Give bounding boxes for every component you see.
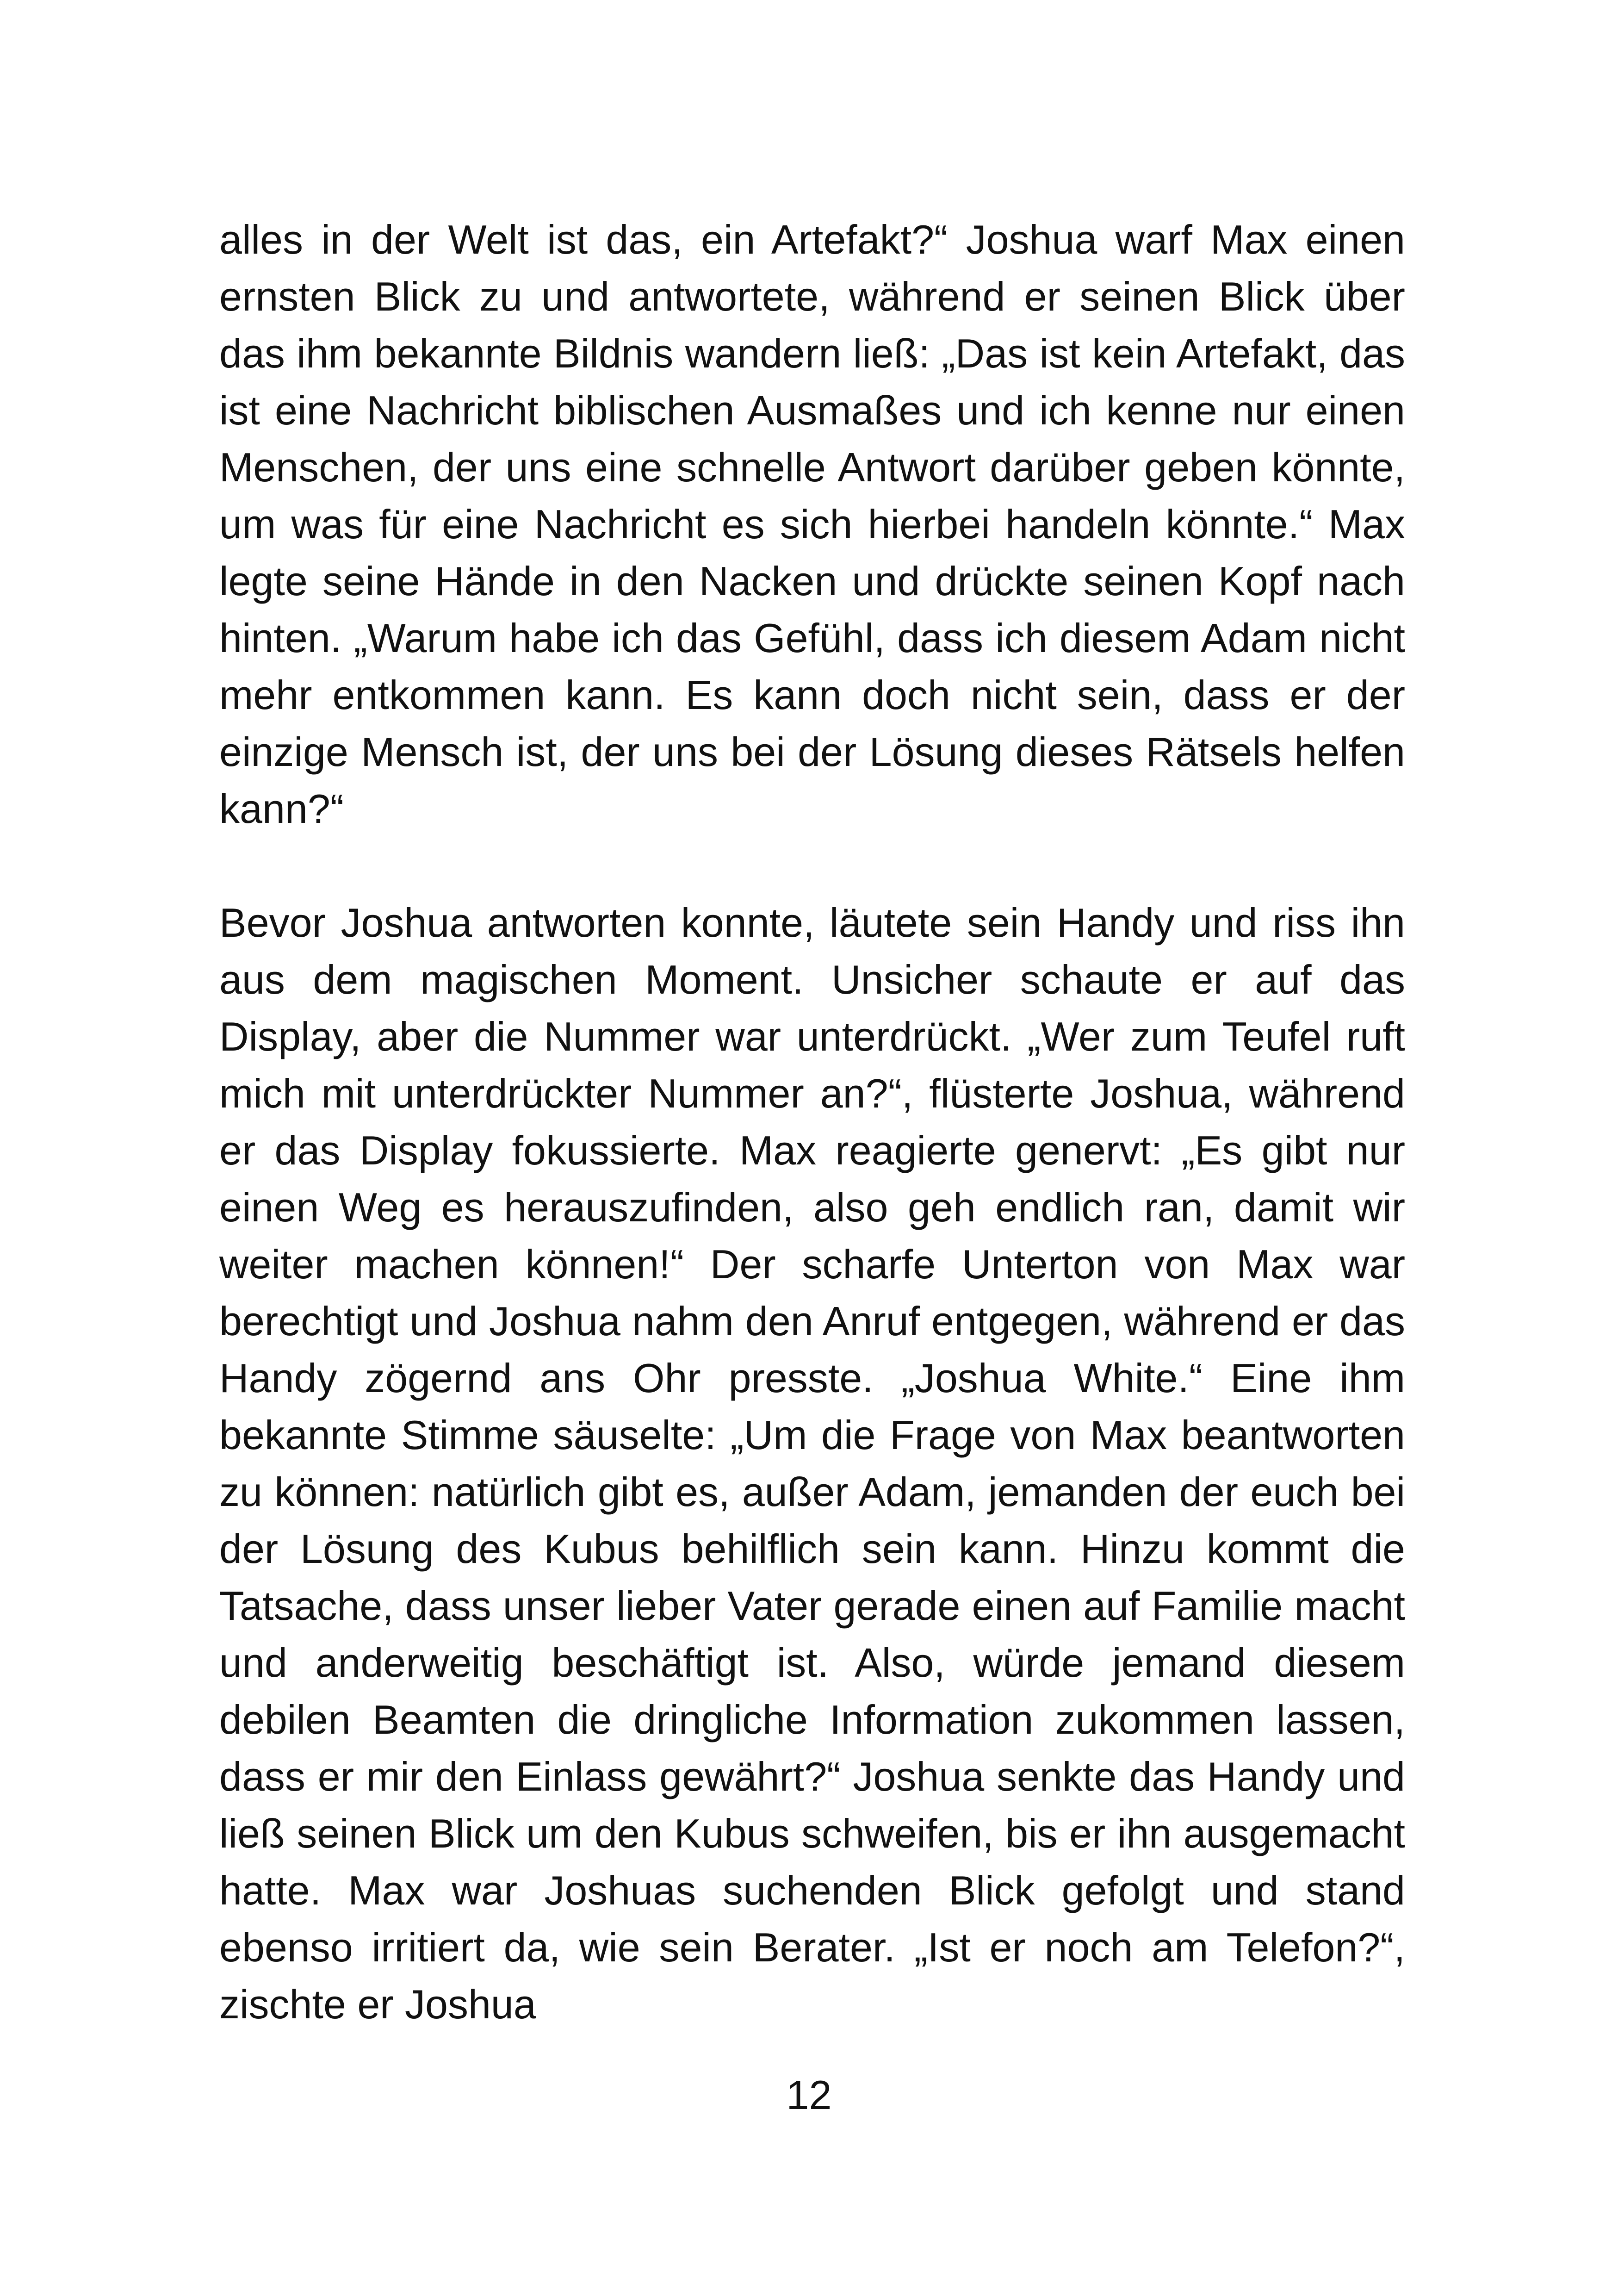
body-text — [219, 211, 1405, 2033]
paragraph-1: alles in der Welt ist das, ein Artefakt?“ Joshua warf Max einen ernsten Blick zu und antwortete, während er seinen Blick über das ihm bekannte Bildnis wandern ließ: „Das ist kein Artefakt, das ist eine Nachricht biblischen Ausmaßes und ich kenne nur einen Menschen, der uns eine schnelle Antwort darüber geben könnte, um was für eine Nachricht es sich hierbei handeln könnte.“ Max legte seine Hände in den Nacken und drückte seinen Kopf nach hinten. „Warum habe ich das Gefühl, dass ich diesem Adam nicht mehr entkommen kann. Es kann doch nicht sein, dass er der einzige Mensch ist, der uns bei der Lösung dieses Rätsels helfen kann?“ — [219, 217, 1405, 832]
page-number: 12 — [786, 2072, 832, 2118]
paragraph-2: Bevor Joshua antworten konnte, läutete sein Handy und riss ihn aus dem magischen Moment. Unsicher schaute er auf das Display, aber die Nummer war unterdrückt. „Wer zum Teufel ruft mich mit unterdrückter Nummer an?“, flüsterte Joshua, während er das Display fokussierte. Max reagierte genervt: „Es gibt nur einen Weg es herauszufinden, also geh endlich ran, damit wir weiter machen können!“ Der scharfe Unterton von Max war berechtigt und Joshua nahm den Anruf entgegen, während er das Handy zögernd ans Ohr presste. „Joshua White.“ Eine ihm bekannte Stimme säuselte: „Um die Frage von Max beantworten zu können: natürlich gibt es, außer Adam, jemanden der euch bei der Lösung des Kubus behilflich sein kann. Hinzu kommt die Tatsache, dass unser lieber Vater gerade einen auf Familie macht und anderweitig beschäftigt ist. Also, würde jemand diesem debilen Beamten die dringliche Information zukommen lassen, dass er mir den Einlass gewährt?“ Joshua senkte das Handy und ließ seinen Blick um den Kubus schweifen, bis er ihn ausgemacht hatte. Max war Joshuas suchenden Blick gefolgt und stand ebenso irritiert da, wie sein Berater. „Ist er noch am Telefon?“, zischte er Joshua — [219, 900, 1405, 2027]
